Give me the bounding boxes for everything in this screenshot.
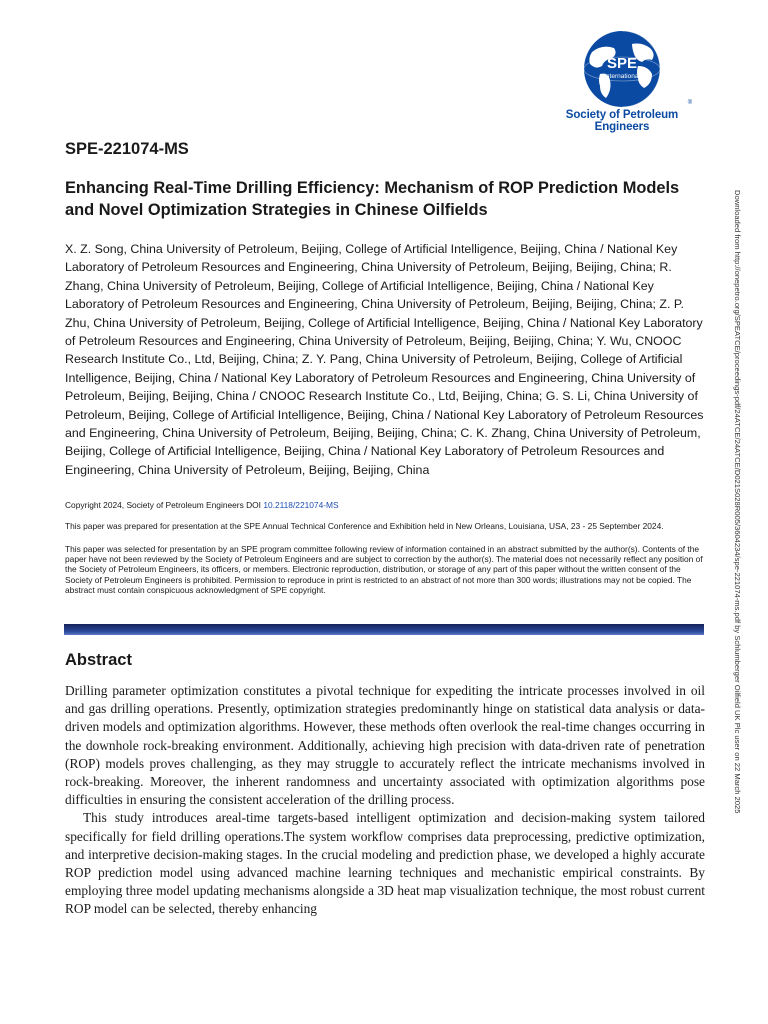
download-watermark: Downloaded from http://onepetro.org/SPEATCE/proceedings-pdf/24ATCE/24ATCE/D021S028R005/3604234/spe-221074-ms.pdf by Schlumberger Oilfield UK Plc user on 22 March 2025 [733,190,742,814]
abstract-body [65,682,705,919]
spe-logo [538,30,706,133]
logo-organization-name: Society of Petroleum Engineers [565,109,679,133]
copyright-text: Copyright 2024, Society of Petroleum Engineers DOI [65,500,264,510]
section-divider [64,624,704,635]
author-affiliations: X. Z. Song, China University of Petroleum, Beijing, College of Artificial Intelligence, Beijing, China / National Key Laboratory of Petroleum Resources and Engineering, China University of Petroleum, Beijing, Beijing, China; R. Zhang, China University of Petroleum, Beijing, College of Artificial Intelligence, Beijing, China / National Key Laboratory of Petroleum Resources and Engineering, China University of Petroleum, Beijing, Beijing, China; Z. P. Zhu, China University of Petroleum, Beijing, College of Artificial Intelligence, Beijing, China / National Key Laboratory of Petroleum Resources and Engineering, China University of Petroleum, Beijing, Beijing, China; Y. Wu, CNOOC Research Institute Co., Ltd, Beijing, China; Z. Y. Pang, China University of Petroleum, Beijing, College of Artificial Intelligence, Beijing, China / National Key Laboratory of Petroleum Resources and Engineering, China University of Petroleum, Beijing, Beijing, China / CNOOC Research Institute Co., Ltd, Beijing, China; G. S. Li, China University of Petroleum, Beijing, College of Artificial Intelligence, Beijing, China / National Key Laboratory of Petroleum Resources and Engineering, China University of Petroleum, Beijing, Beijing, China; C. K. Zhang, China University of Petroleum, Beijing, College of Artificial Intelligence, Beijing, China / National Key Laboratory of Petroleum Resources and Engineering, China University of Petroleum, Beijing, Beijing, China [65,242,704,477]
abstract-paragraph: This study introduces areal-time targets-based intelligent optimization and decision-making system tailored specifically for field drilling operations.The system workflow comprises data preprocessing, predictive optimization, and interpretive decision-making stages. In the crucial modeling and prediction phase, we developed a highly accurate ROP prediction model using advanced machine learning techniques and mechanistic empirical constraints. By employing three model updating mechanisms alongside a 3D heat map visualization technique, the most robust current ROP model can be selected, thereby enhancing [65,810,705,917]
abstract-paragraph: Drilling parameter optimization constitutes a pivotal technique for expediting the intricate processes involved in oil and gas drilling operations. Presently, optimization strategies predominantly hinge on statistical data analysis or data-driven models and optimization algorithms. However, these methods often overlook the real-time changes occurring in the downhole rock-breaking environment. Additionally, achieving high precision with data-driven rate of penetration (ROP) models proves challenging, as they may struggle to accurately reflect the intricate mechanisms involved in rock-breaking. Moreover, the inherent randomness and uncertainty associated with optimization algorithms pose difficulties in ensuring the consistent acceleration of the drilling process. [65,683,705,808]
doi-link[interactable]: 10.2118/221074-MS [263,500,339,510]
logo-spe-text: SPE [606,55,638,72]
paper-id: SPE-221074-MS [65,140,189,158]
logo-international-text: International [604,73,640,80]
globe-icon [548,30,696,108]
disclaimer-text: This paper was selected for presentation by an SPE program committee following review of information contained in an abstract submitted by the author(s). Contents of the paper have not been reviewed by the Society of Petroleum Engineers and are subject to correction by the author(s). The material does not necessarily reflect any position of the Society of Petroleum Engineers, its officers, or members. Electronic reproduction, distribution, or storage of any part of this paper without the written consent of the Society of Petroleum Engineers is prohibited. Permission to reproduce in print is restricted to an abstract of not more than 300 words; illustrations may not be copied. The abstract must contain conspicuous acknowledgment of SPE copyright. [65,544,703,595]
paper-title: Enhancing Real-Time Drilling Efficiency: Mechanism of ROP Prediction Models and Novel Optimization Strategies in Chinese Oilfields [65,179,680,219]
registered-mark: ® [687,100,693,106]
copyright-line [65,500,339,510]
preparation-note: This paper was prepared for presentation at the SPE Annual Technical Conference and Exhibition held in New Orleans, Louisiana, USA, 23 - 25 September 2024. [65,521,664,531]
abstract-heading: Abstract [65,651,132,669]
